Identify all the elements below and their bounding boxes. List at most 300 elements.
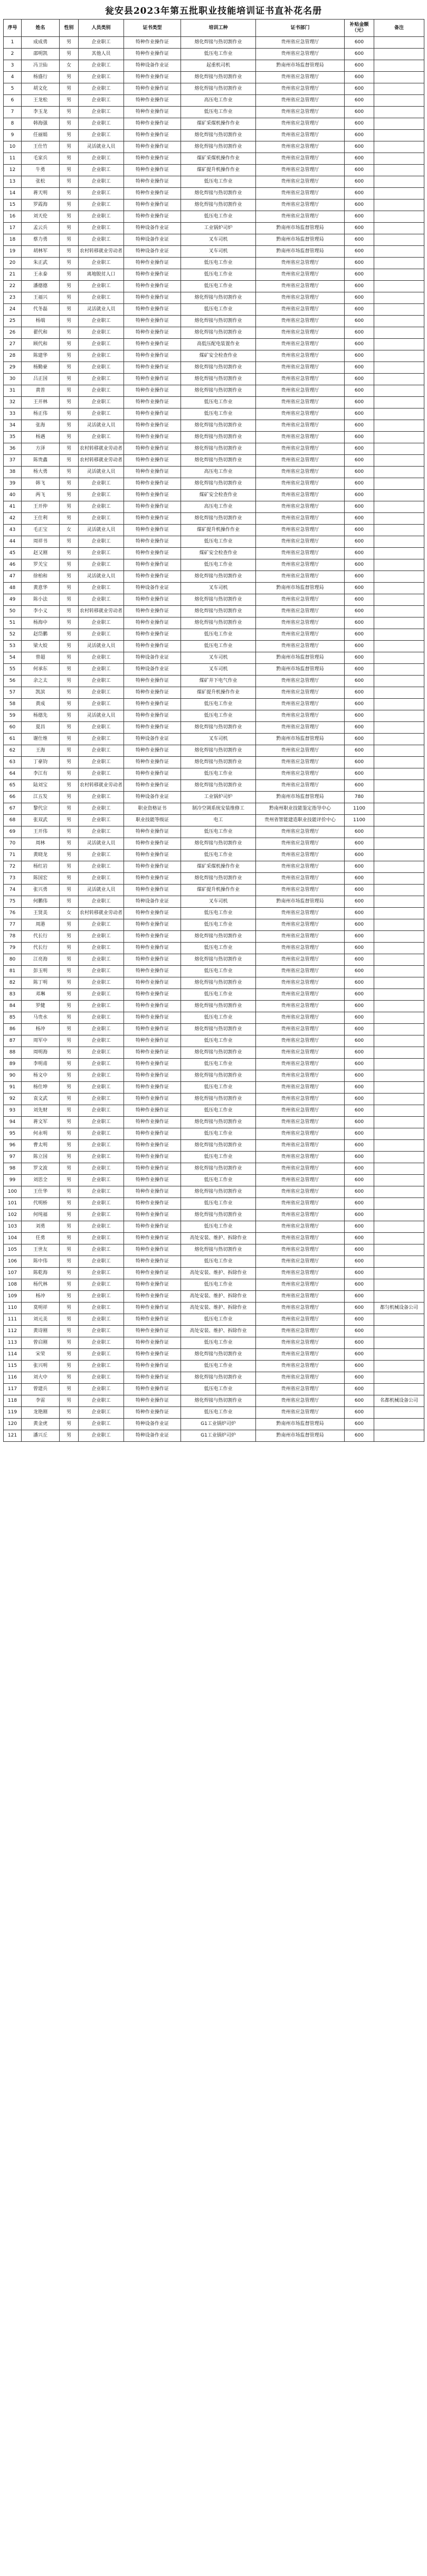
cell-index: 71 (4, 850, 22, 861)
cell-index: 66 (4, 792, 22, 803)
cell-name: 刘勇 (22, 1221, 60, 1233)
cell-trade: 低压电工作业 (181, 1407, 256, 1419)
cell-department: 贵州省应急管理厅 (256, 258, 345, 269)
cell-cert-type: 特种设备作业证 (124, 896, 181, 908)
cell-name: 王开伟 (22, 826, 60, 838)
table-row (4, 664, 424, 676)
cell-amount: 600 (345, 1419, 374, 1430)
cell-cert-type: 特种作业操作证 (124, 130, 181, 141)
cell-category: 企业职工 (79, 107, 124, 118)
cell-remark (374, 467, 424, 478)
cell-category: 企业职工 (79, 1163, 124, 1175)
cell-name: 杨仕坤 (22, 1082, 60, 1094)
cell-gender: 男 (60, 548, 79, 559)
cell-cert-type: 特种作业操作证 (124, 1244, 181, 1256)
cell-gender: 男 (60, 130, 79, 141)
table-row (4, 548, 424, 559)
cell-remark (374, 1001, 424, 1012)
cell-name: 李明甫 (22, 1059, 60, 1070)
cell-category: 农村转移就业劳动者 (79, 606, 124, 617)
cell-category: 企业职工 (79, 919, 124, 931)
cell-gender: 男 (60, 408, 79, 420)
cell-remark (374, 281, 424, 292)
cell-trade: 熔化焊接与热切割作业 (181, 1372, 256, 1384)
cell-gender: 男 (60, 1395, 79, 1407)
cell-gender: 男 (60, 768, 79, 780)
cell-trade: 低压电工作业 (181, 304, 256, 316)
cell-amount: 600 (345, 629, 374, 641)
cell-department: 贵州省应急管理厅 (256, 374, 345, 385)
cell-index: 105 (4, 1244, 22, 1256)
cell-gender: 男 (60, 350, 79, 362)
cell-category: 企业职工 (79, 1349, 124, 1361)
cell-department: 贵州省应急管理厅 (256, 559, 345, 571)
cell-department: 贵州省应急管理厅 (256, 1140, 345, 1152)
cell-amount: 600 (345, 1314, 374, 1326)
cell-category: 企业职工 (79, 118, 124, 130)
cell-department: 贵州省应急管理厅 (256, 1175, 345, 1186)
cell-name: 潘兴丘 (22, 1430, 60, 1442)
cell-remark (374, 792, 424, 803)
cell-category: 企业职工 (79, 1001, 124, 1012)
cell-index: 60 (4, 722, 22, 734)
cell-name: 周军中 (22, 1035, 60, 1047)
cell-trade: 煤矿安全检查作业 (181, 490, 256, 501)
cell-index: 14 (4, 188, 22, 199)
cell-index: 51 (4, 617, 22, 629)
cell-cert-type: 特种作业操作证 (124, 1395, 181, 1407)
cell-department: 贵州省应急管理厅 (256, 350, 345, 362)
cell-trade: 起重机司机 (181, 60, 256, 72)
cell-trade: 熔化焊接与热切割作业 (181, 455, 256, 467)
cell-index: 31 (4, 385, 22, 397)
cell-gender: 女 (60, 525, 79, 536)
cell-index: 67 (4, 803, 22, 815)
cell-gender: 男 (60, 501, 79, 513)
cell-category: 企业职工 (79, 188, 124, 199)
cell-remark (374, 687, 424, 699)
cell-trade: 低压电工作业 (181, 258, 256, 269)
cell-amount: 600 (345, 513, 374, 525)
cell-amount: 600 (345, 1001, 374, 1012)
cell-gender: 男 (60, 1140, 79, 1152)
cell-remark (374, 246, 424, 258)
cell-amount: 600 (345, 374, 374, 385)
cell-category: 企业职工 (79, 629, 124, 641)
cell-amount: 600 (345, 467, 374, 478)
cell-gender: 男 (60, 919, 79, 931)
cell-gender: 男 (60, 420, 79, 432)
cell-index: 25 (4, 316, 22, 327)
cell-amount: 600 (345, 339, 374, 350)
cell-trade: 煤矿安全检查作业 (181, 350, 256, 362)
table-row (4, 1279, 424, 1291)
cell-remark (374, 1117, 424, 1128)
cell-remark (374, 931, 424, 943)
cell-cert-type: 特种作业操作证 (124, 513, 181, 525)
cell-trade: 熔化焊接与热切割作业 (181, 931, 256, 943)
table-row (4, 780, 424, 792)
cell-index: 88 (4, 1047, 22, 1059)
col-header-index: 序号 (4, 20, 22, 37)
cell-category: 企业职工 (79, 234, 124, 246)
cell-name: 毛正宝 (22, 525, 60, 536)
cell-remark (374, 1012, 424, 1024)
cell-name: 杨德先 (22, 710, 60, 722)
cell-index: 110 (4, 1303, 22, 1314)
cell-department: 贵州省应急管理厅 (256, 281, 345, 292)
table-row (4, 1175, 424, 1186)
cell-trade: 熔化焊接与热切割作业 (181, 954, 256, 966)
cell-remark (374, 966, 424, 977)
cell-cert-type: 特种设备作业证 (124, 246, 181, 258)
cell-trade: 高低压配电装置作业 (181, 339, 256, 350)
cell-cert-type: 特种作业操作证 (124, 838, 181, 850)
cell-gender: 男 (60, 885, 79, 896)
cell-trade: G1工业锅炉司炉 (181, 1419, 256, 1430)
cell-trade: 高压电工作业 (181, 467, 256, 478)
cell-gender: 男 (60, 873, 79, 885)
cell-name: 李小义 (22, 606, 60, 617)
cell-trade: 低压电工作业 (181, 397, 256, 408)
cell-remark (374, 1163, 424, 1175)
cell-category: 其他人员 (79, 49, 124, 60)
cell-category: 企业职工 (79, 1198, 124, 1210)
cell-department: 贵州省应急管理厅 (256, 316, 345, 327)
cell-department: 贵州省应急管理厅 (256, 1035, 345, 1047)
cell-name: 罗关宝 (22, 559, 60, 571)
cell-trade: 低压电工作业 (181, 281, 256, 292)
cell-cert-type: 特种作业操作证 (124, 269, 181, 281)
cell-gender: 女 (60, 60, 79, 72)
cell-trade: 熔化焊接与热切割作业 (181, 1047, 256, 1059)
table-row (4, 153, 424, 165)
cell-index: 75 (4, 896, 22, 908)
cell-category: 企业职工 (79, 1221, 124, 1233)
cell-category: 灵活就业人员 (79, 885, 124, 896)
cell-department: 贵州省智能建造职业技能评价中心 (256, 815, 345, 826)
cell-category: 灵活就业人员 (79, 420, 124, 432)
cell-index: 45 (4, 548, 22, 559)
cell-department: 贵州省应急管理厅 (256, 490, 345, 501)
cell-gender: 男 (60, 176, 79, 188)
cell-amount: 600 (345, 885, 374, 896)
cell-remark (374, 745, 424, 757)
cell-category: 企业职工 (79, 989, 124, 1001)
cell-gender: 男 (60, 316, 79, 327)
cell-index: 36 (4, 443, 22, 455)
table-row (4, 269, 424, 281)
table-row (4, 1430, 424, 1442)
cell-trade: 低压电工作业 (181, 919, 256, 931)
cell-category: 企业职工 (79, 1012, 124, 1024)
cell-index: 81 (4, 966, 22, 977)
cell-name: 杨盛行 (22, 72, 60, 83)
cell-index: 57 (4, 687, 22, 699)
cell-cert-type: 特种作业操作证 (124, 687, 181, 699)
cell-cert-type: 特种作业操作证 (124, 1407, 181, 1419)
cell-remark (374, 130, 424, 141)
cell-amount: 600 (345, 1279, 374, 1291)
cell-gender: 男 (60, 49, 79, 60)
cell-cert-type: 特种作业操作证 (124, 850, 181, 861)
cell-index: 83 (4, 989, 22, 1001)
cell-cert-type: 特种作业操作证 (124, 757, 181, 768)
col-header-name: 姓名 (22, 20, 60, 37)
cell-cert-type: 特种作业操作证 (124, 455, 181, 467)
cell-remark (374, 141, 424, 153)
cell-remark (374, 83, 424, 95)
cell-category: 企业职工 (79, 1279, 124, 1291)
cell-name: 翟代和 (22, 327, 60, 339)
cell-trade: 煤矿安全检查作业 (181, 548, 256, 559)
cell-amount: 600 (345, 1070, 374, 1082)
cell-cert-type: 特种设备作业证 (124, 223, 181, 234)
cell-index: 74 (4, 885, 22, 896)
cell-remark (374, 664, 424, 676)
cell-department: 贵州省应急管理厅 (256, 165, 345, 176)
cell-index: 8 (4, 118, 22, 130)
cell-gender: 男 (60, 536, 79, 548)
cell-remark (374, 1082, 424, 1094)
table-row (4, 1268, 424, 1279)
cell-index: 24 (4, 304, 22, 316)
cell-trade: 熔化焊接与热切割作业 (181, 873, 256, 885)
cell-remark (374, 443, 424, 455)
table-row (4, 896, 424, 908)
cell-cert-type: 特种作业操作证 (124, 211, 181, 223)
cell-gender: 男 (60, 269, 79, 281)
cell-amount: 600 (345, 734, 374, 745)
cell-index: 78 (4, 931, 22, 943)
cell-index: 121 (4, 1430, 22, 1442)
cell-remark (374, 304, 424, 316)
cell-cert-type: 特种作业操作证 (124, 165, 181, 176)
cell-name: 徐柏和 (22, 571, 60, 583)
cell-name: 黄普 (22, 385, 60, 397)
cell-remark (374, 826, 424, 838)
cell-remark (374, 583, 424, 594)
cell-category: 企业职工 (79, 943, 124, 954)
cell-category: 灵活就业人员 (79, 141, 124, 153)
cell-trade: 低压电工作业 (181, 1082, 256, 1094)
cell-cert-type: 特种作业操作证 (124, 989, 181, 1001)
cell-remark (374, 420, 424, 432)
col-header-remark: 备注 (374, 20, 424, 37)
cell-index: 33 (4, 408, 22, 420)
cell-category: 企业职工 (79, 966, 124, 977)
table-row (4, 1384, 424, 1395)
cell-remark (374, 594, 424, 606)
cell-department: 贵州省应急管理厅 (256, 513, 345, 525)
cell-name: 赵岱鹏 (22, 629, 60, 641)
cell-remark (374, 223, 424, 234)
cell-name: 杨红岩 (22, 861, 60, 873)
cell-gender: 男 (60, 374, 79, 385)
cell-department: 贵州省应急管理厅 (256, 1210, 345, 1221)
cell-name: 梁大姣 (22, 641, 60, 652)
cell-category: 企业职工 (79, 1303, 124, 1314)
cell-category: 企业职工 (79, 1395, 124, 1407)
cell-category: 企业职工 (79, 873, 124, 885)
cell-index: 17 (4, 223, 22, 234)
cell-gender: 男 (60, 1163, 79, 1175)
cell-name: 潘德德 (22, 281, 60, 292)
cell-gender: 男 (60, 1221, 79, 1233)
cell-amount: 600 (345, 536, 374, 548)
cell-remark (374, 478, 424, 490)
cell-cert-type: 特种作业操作证 (124, 83, 181, 95)
cell-index: 2 (4, 49, 22, 60)
cell-index: 30 (4, 374, 22, 385)
table-row (4, 919, 424, 931)
cell-trade: 叉车司机 (181, 234, 256, 246)
cell-gender: 男 (60, 699, 79, 710)
cell-amount: 600 (345, 1198, 374, 1210)
cell-amount: 600 (345, 1256, 374, 1268)
cell-name: 黄晓龙 (22, 850, 60, 861)
cell-index: 10 (4, 141, 22, 153)
cell-cert-type: 特种作业操作证 (124, 1175, 181, 1186)
cell-category: 企业职工 (79, 687, 124, 699)
cell-index: 26 (4, 327, 22, 339)
cell-remark (374, 1024, 424, 1035)
table-row (4, 861, 424, 873)
cell-department: 贵州省应急管理厅 (256, 722, 345, 734)
cell-cert-type: 特种作业操作证 (124, 1047, 181, 1059)
cell-remark (374, 1256, 424, 1268)
cell-index: 106 (4, 1256, 22, 1268)
cell-department: 贵州省应急管理厅 (256, 943, 345, 954)
cell-department: 贵州省应急管理厅 (256, 826, 345, 838)
cell-remark (374, 1314, 424, 1326)
cell-department: 贵州省应急管理厅 (256, 931, 345, 943)
table-row (4, 873, 424, 885)
cell-gender: 男 (60, 606, 79, 617)
cell-department: 贵州省应急管理厅 (256, 536, 345, 548)
cell-category: 企业职工 (79, 316, 124, 327)
cell-department: 贵州省应急管理厅 (256, 885, 345, 896)
cell-gender: 男 (60, 1082, 79, 1094)
cell-name: 蒋天明 (22, 188, 60, 199)
cell-remark (374, 606, 424, 617)
table-row (4, 501, 424, 513)
cell-remark (374, 954, 424, 966)
cell-gender: 男 (60, 83, 79, 95)
cell-name: 黄意华 (22, 583, 60, 594)
cell-category: 企业职工 (79, 1407, 124, 1419)
cell-amount: 600 (345, 1059, 374, 1070)
cell-name: 曾启刚 (22, 1337, 60, 1349)
cell-category: 企业职工 (79, 1128, 124, 1140)
cell-cert-type: 特种作业操作证 (124, 1314, 181, 1326)
cell-remark (374, 652, 424, 664)
cell-index: 13 (4, 176, 22, 188)
table-row (4, 1140, 424, 1152)
table-row (4, 885, 424, 896)
cell-cert-type: 特种作业操作证 (124, 443, 181, 455)
cell-remark (374, 1349, 424, 1361)
cell-remark (374, 1233, 424, 1244)
cell-category: 企业职工 (79, 478, 124, 490)
cell-name: 方泽 (22, 443, 60, 455)
cell-amount: 600 (345, 281, 374, 292)
cell-gender: 男 (60, 327, 79, 339)
cell-cert-type: 特种作业操作证 (124, 861, 181, 873)
cell-department: 黔南州市场监督管理局 (256, 60, 345, 72)
cell-name: 杨海中 (22, 617, 60, 629)
cell-department: 贵州省应急管理厅 (256, 1012, 345, 1024)
table-row (4, 188, 424, 199)
cell-cert-type: 特种作业操作证 (124, 37, 181, 49)
cell-department: 贵州省应急管理厅 (256, 362, 345, 374)
cell-category: 企业职工 (79, 1059, 124, 1070)
cell-name: 宋荣 (22, 1349, 60, 1361)
cell-cert-type: 特种作业操作证 (124, 559, 181, 571)
cell-remark (374, 629, 424, 641)
cell-trade: 熔化焊接与热切割作业 (181, 374, 256, 385)
cell-name: 夏昌 (22, 722, 60, 734)
cell-cert-type: 特种作业操作证 (124, 176, 181, 188)
cell-amount: 600 (345, 838, 374, 850)
cell-index: 65 (4, 780, 22, 792)
cell-gender: 男 (60, 1059, 79, 1070)
cell-amount: 600 (345, 1291, 374, 1303)
cell-amount: 600 (345, 606, 374, 617)
cell-department: 黔南州市场监督管理局 (256, 734, 345, 745)
cell-cert-type: 特种作业操作证 (124, 153, 181, 165)
cell-cert-type: 特种作业操作证 (124, 780, 181, 792)
cell-gender: 男 (60, 896, 79, 908)
cell-name: 刘天伦 (22, 211, 60, 223)
cell-cert-type: 特种作业操作证 (124, 1024, 181, 1035)
cell-category: 企业职工 (79, 199, 124, 211)
cell-name: 李雷 (22, 1395, 60, 1407)
cell-cert-type: 特种作业操作证 (124, 768, 181, 780)
cell-cert-type: 特种作业操作证 (124, 362, 181, 374)
cell-category: 企业职工 (79, 408, 124, 420)
cell-amount: 600 (345, 861, 374, 873)
cell-index: 100 (4, 1186, 22, 1198)
cell-remark (374, 559, 424, 571)
table-row (4, 1303, 424, 1314)
cell-category: 企业职工 (79, 223, 124, 234)
cell-trade: 低压电工作业 (181, 699, 256, 710)
cell-name: 韩海强 (22, 118, 60, 130)
cell-category: 企业职工 (79, 281, 124, 292)
cell-cert-type: 特种作业操作证 (124, 908, 181, 919)
cell-gender: 男 (60, 165, 79, 176)
cell-amount: 600 (345, 548, 374, 559)
cell-department: 黔南州市场监督管理局 (256, 652, 345, 664)
table-row (4, 362, 424, 374)
cell-index: 41 (4, 501, 22, 513)
cell-amount: 600 (345, 896, 374, 908)
cell-cert-type: 特种作业操作证 (124, 1279, 181, 1291)
cell-amount: 600 (345, 664, 374, 676)
cell-index: 6 (4, 95, 22, 107)
cell-remark (374, 722, 424, 734)
table-row (4, 455, 424, 467)
cell-remark (374, 211, 424, 223)
cell-remark (374, 1419, 424, 1430)
cell-gender: 男 (60, 246, 79, 258)
cell-cert-type: 特种作业操作证 (124, 397, 181, 408)
cell-remark (374, 1186, 424, 1198)
cell-category: 企业职工 (79, 1233, 124, 1244)
cell-category: 企业职工 (79, 1117, 124, 1128)
cell-amount: 600 (345, 176, 374, 188)
